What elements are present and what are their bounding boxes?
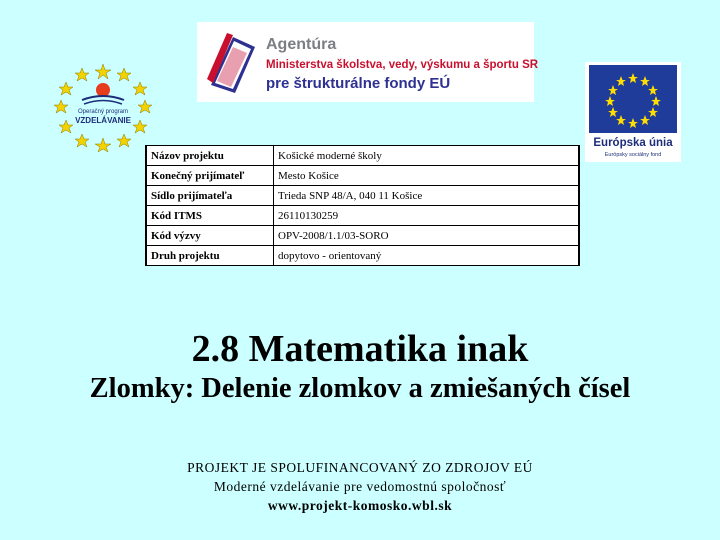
cofinancing-note: PROJEKT JE SPOLUFINANCOVANÝ ZO ZDROJOV EÚ xyxy=(187,460,533,475)
agency-book-icon xyxy=(203,27,263,97)
row-key: Sídlo prijímateľa xyxy=(146,186,274,206)
row-key: Druh projektu xyxy=(146,246,274,266)
row-value: Košické moderné školy xyxy=(274,146,580,166)
row-value: dopytovo - orientovaný xyxy=(274,246,580,266)
op-vzdelavanie-logo xyxy=(52,62,154,152)
op-program-label: Operačný program xyxy=(77,109,129,115)
row-value: 26110130259 xyxy=(274,206,580,226)
agency-funds: pre štrukturálne fondy EÚ xyxy=(266,75,451,92)
row-key: Kód výzvy xyxy=(146,226,274,246)
row-value: Mesto Košice xyxy=(274,166,580,186)
table-row xyxy=(146,146,579,166)
table-row xyxy=(146,186,579,206)
op-program-name: VZDELÁVANIE xyxy=(75,116,131,125)
project-motto: Moderné vzdelávanie pre vedomostnú spoločnosť xyxy=(213,479,507,494)
agency-name: Agentúra xyxy=(266,36,337,53)
eu-fund-label: Európsky sociálny fond xyxy=(604,152,662,158)
slide-subtitle: Zlomky: Delenie zlomkov a zmiešaných čísel xyxy=(89,373,631,404)
eu-union-label: Európska únia xyxy=(593,137,673,149)
star-circle-icon xyxy=(52,62,154,152)
row-value: OPV-2008/1.1/03-SORO xyxy=(274,226,580,246)
table-row xyxy=(146,246,579,266)
table-row xyxy=(146,226,579,246)
row-value: Trieda SNP 48/A, 040 11 Košice xyxy=(274,186,580,206)
project-info-table xyxy=(145,145,580,266)
row-key: Názov projektu xyxy=(146,146,274,166)
project-website: www.projekt-komosko.wbl.sk xyxy=(267,498,453,513)
table-row xyxy=(146,166,579,186)
eu-flag-icon xyxy=(589,65,677,133)
row-key: Kód ITMS xyxy=(146,206,274,226)
agency-ministry: Ministerstva školstva, vedy, výskumu a športu SR xyxy=(266,59,539,71)
eu-logo xyxy=(585,62,681,162)
table-row xyxy=(146,206,579,226)
row-key: Konečný prijímateľ xyxy=(146,166,274,186)
slide-title: 2.8 Matematika inak xyxy=(191,328,529,370)
agency-logo xyxy=(197,22,539,102)
